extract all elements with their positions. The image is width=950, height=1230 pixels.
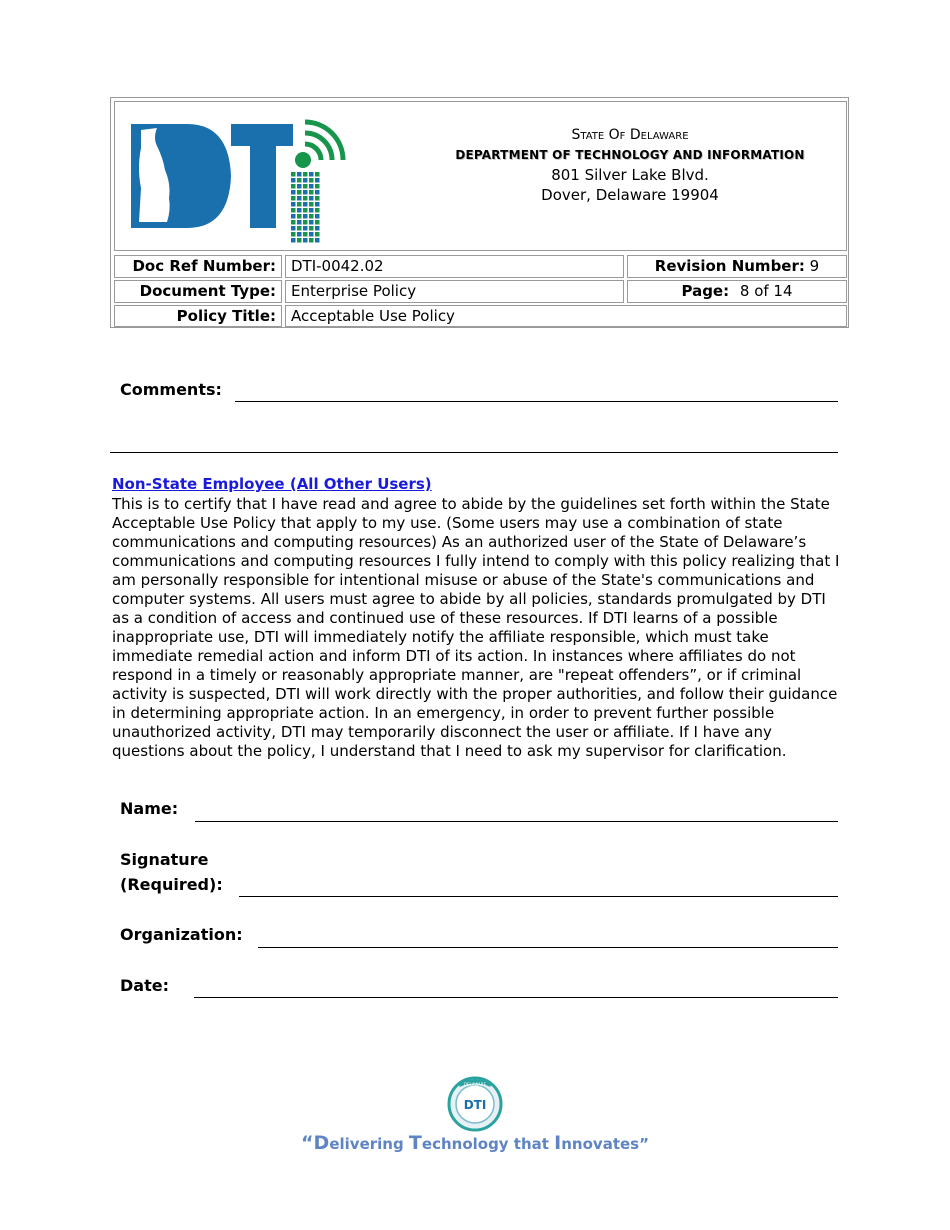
logo-grid-square	[297, 208, 302, 213]
tagline-part-1: elivering	[329, 1135, 409, 1153]
logo-grid-square	[315, 184, 320, 189]
dti-seal-logo	[447, 1076, 503, 1132]
logo-grid-square	[315, 196, 320, 201]
tagline-cap-d: D	[313, 1132, 330, 1154]
logo-grid-square	[291, 232, 296, 237]
logo-grid-square	[303, 214, 308, 219]
logo-grid-square	[291, 208, 296, 213]
logo-grid-square	[315, 226, 320, 231]
doc-ref-value: DTI-0042.02	[285, 255, 624, 278]
logo-address-cell	[114, 101, 847, 251]
logo-grid-square	[303, 208, 308, 213]
logo-grid-square	[309, 190, 314, 195]
comments-line-2[interactable]	[110, 452, 838, 453]
logo-grid-square	[309, 184, 314, 189]
signature-label-line2: (Required):	[120, 875, 223, 894]
logo-grid-square	[291, 190, 296, 195]
logo-grid-square	[315, 232, 320, 237]
logo-grid-square	[303, 220, 308, 225]
logo-grid-square	[297, 232, 302, 237]
logo-grid-square	[291, 196, 296, 201]
date-label: Date:	[120, 976, 169, 995]
logo-grid-square	[303, 172, 308, 177]
logo-grid-square	[309, 202, 314, 207]
doc-type-value: Enterprise Policy	[285, 280, 624, 303]
department-name: DEPARTMENT OF TECHNOLOGY AND INFORMATION	[455, 148, 805, 162]
logo-grid-square	[291, 172, 296, 177]
logo-grid-square	[291, 238, 296, 243]
logo-grid-square	[297, 220, 302, 225]
logo-i-dot	[295, 152, 311, 168]
logo-grid-square	[303, 196, 308, 201]
tagline-cap-t: T	[408, 1132, 422, 1154]
signature-label-line1: Signature	[120, 850, 209, 869]
address-line-1: 801 Silver Lake Blvd.	[551, 166, 709, 184]
logo-grid-square	[315, 220, 320, 225]
address-line-2: Dover, Delaware 19904	[541, 186, 719, 204]
logo-grid-square	[291, 226, 296, 231]
logo-grid-square	[297, 196, 302, 201]
logo-grid-square	[291, 220, 296, 225]
page-cell	[627, 280, 847, 303]
organization-address-block	[445, 126, 815, 205]
logo-grid-square	[303, 226, 308, 231]
doc-ref-label: Doc Ref Number:	[114, 255, 282, 278]
seal-text: DELAWARE	[463, 1082, 487, 1087]
tagline-part-3: nnovates	[561, 1135, 640, 1153]
state-name: State Of Delaware	[571, 127, 689, 143]
seal-logo-text: DTI	[463, 1098, 487, 1112]
document-header	[110, 97, 849, 328]
logo-grid-square	[315, 172, 320, 177]
logo-grid-square	[303, 190, 308, 195]
logo-grid-square	[309, 214, 314, 219]
logo-grid-square	[303, 202, 308, 207]
logo-grid-square	[297, 178, 302, 183]
logo-grid-square	[309, 232, 314, 237]
name-line[interactable]	[195, 821, 838, 822]
policy-title-value: Acceptable Use Policy	[285, 305, 847, 327]
name-label: Name:	[120, 799, 179, 818]
logo-grid-square	[309, 178, 314, 183]
tagline-close-quote: ”	[639, 1135, 649, 1153]
revision-cell	[627, 255, 847, 278]
logo-grid-square	[297, 226, 302, 231]
logo-grid-square	[315, 178, 320, 183]
tagline-cap-i: I	[554, 1132, 562, 1154]
logo-grid-square	[315, 208, 320, 213]
logo-grid-square	[297, 190, 302, 195]
logo-grid-square	[291, 178, 296, 183]
logo-grid-square	[291, 184, 296, 189]
logo-grid-square	[291, 202, 296, 207]
logo-grid-square	[303, 184, 308, 189]
logo-grid-square	[297, 172, 302, 177]
logo-grid-square	[309, 196, 314, 201]
logo-letter-t-stem	[250, 124, 276, 228]
comments-line[interactable]	[235, 401, 838, 402]
logo-grid-square	[315, 190, 320, 195]
tagline-open-quote: “	[301, 1132, 314, 1154]
signature-line[interactable]	[239, 896, 838, 897]
section-title-link[interactable]: Non-State Employee (All Other Users)	[112, 475, 432, 493]
page-label: Page:	[681, 282, 730, 300]
logo-grid-square	[297, 238, 302, 243]
footer-tagline	[0, 1132, 950, 1155]
logo-grid-square	[309, 220, 314, 225]
logo-grid-square	[297, 202, 302, 207]
logo-grid-square	[309, 172, 314, 177]
logo-grid-square	[297, 184, 302, 189]
logo-grid-square	[315, 202, 320, 207]
revision-value: 9	[809, 257, 820, 275]
certification-paragraph: This is to certify that I have read and agree to abide by the guidelines set forth within the State Acceptable Use Policy that apply to my use. (Some users may use a combination of state communications and computing resources) As an authorized user of the State of Delaware’s communications and computing resources I fully intend to comply with this policy realizing that I am personally responsible for intentional misuse or abuse of the State's communications and computer systems. All users must agree to abide by all policies, standards promulgated by DTI as a condition of access and continued use of these resources. If DTI learns of a possible inappropriate use, DTI will immediately notify the affiliate responsible, which must take immediate remedial action and inform DTI of its action. In instances where affiliates do not respond in a timely or reasonably appropriate manner, are "repeat offenders”, or if criminal activity is suspected, DTI will work directly with the proper authorities, and follow their guidance in determining appropriate action. In an emergency, in order to prevent further possible unauthorized activity, DTI may temporarily disconnect the user or affiliate. If I have any questions about the policy, I understand that I need to ask my supervisor for clarification.	[112, 495, 840, 760]
logo-grid-square	[303, 232, 308, 237]
revision-label: Revision Number:	[654, 257, 805, 275]
dti-logo	[127, 118, 367, 243]
logo-grid-square	[309, 208, 314, 213]
logo-grid-square	[297, 214, 302, 219]
logo-grid-square	[303, 178, 308, 183]
policy-title-label: Policy Title:	[114, 305, 282, 327]
logo-grid-square	[309, 226, 314, 231]
comments-label: Comments:	[120, 380, 222, 399]
logo-grid-square	[309, 238, 314, 243]
date-line[interactable]	[194, 997, 838, 998]
tagline-part-2: echnology that	[421, 1135, 555, 1153]
logo-grid-square	[291, 214, 296, 219]
doc-type-label: Document Type:	[114, 280, 282, 303]
organization-label: Organization:	[120, 925, 243, 944]
logo-grid-square	[315, 238, 320, 243]
page-value: 8 of 14	[739, 282, 793, 300]
logo-grid-square	[303, 238, 308, 243]
organization-line[interactable]	[258, 947, 838, 948]
logo-i-stem-grid	[291, 172, 320, 243]
logo-grid-square	[315, 214, 320, 219]
